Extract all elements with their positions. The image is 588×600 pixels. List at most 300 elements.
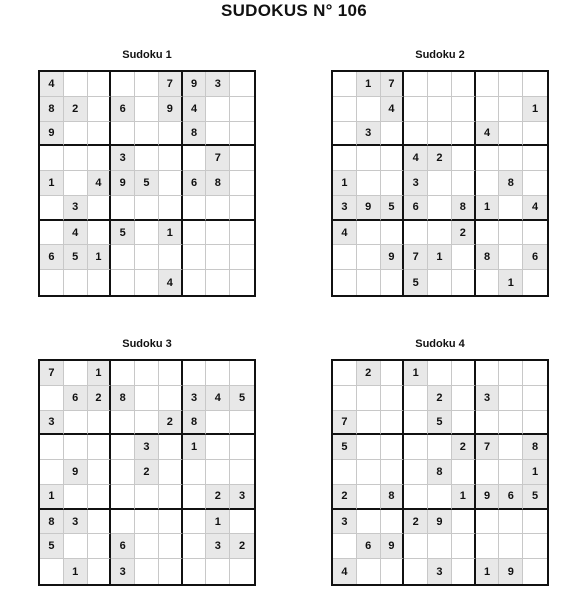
sudoku-cell[interactable] [428,196,452,221]
sudoku-cell[interactable] [333,460,357,485]
sudoku-cell[interactable] [333,386,357,411]
sudoku-cell[interactable] [404,559,428,584]
sudoku-cell[interactable] [230,559,254,584]
sudoku-cell[interactable] [428,171,452,196]
sudoku-cell[interactable] [499,221,523,246]
sudoku-cell[interactable]: 9 [381,245,405,270]
sudoku-cell[interactable]: 2 [230,534,254,559]
sudoku-cell[interactable] [183,485,207,510]
sudoku-cell[interactable]: 3 [476,386,500,411]
sudoku-cell[interactable]: 1 [40,171,64,196]
sudoku-cell[interactable] [183,534,207,559]
sudoku-cell[interactable]: 5 [230,386,254,411]
sudoku-cell[interactable] [135,411,159,436]
sudoku-cell[interactable] [64,72,88,97]
sudoku-cell[interactable] [523,122,547,147]
sudoku-cell[interactable]: 2 [135,460,159,485]
sudoku-cell[interactable]: 2 [159,411,183,436]
sudoku-cell[interactable] [88,146,112,171]
sudoku-cell[interactable]: 9 [159,97,183,122]
sudoku-cell[interactable]: 1 [476,196,500,221]
sudoku-cell[interactable]: 9 [111,171,135,196]
sudoku-cell[interactable]: 3 [111,146,135,171]
sudoku-cell[interactable] [111,361,135,386]
sudoku-cell[interactable]: 4 [88,171,112,196]
sudoku-cell[interactable] [183,460,207,485]
sudoku-cell[interactable]: 6 [40,245,64,270]
sudoku-cell[interactable] [499,435,523,460]
sudoku-cell[interactable] [452,146,476,171]
sudoku-cell[interactable]: 8 [206,171,230,196]
sudoku-cell[interactable]: 9 [428,510,452,535]
sudoku-cell[interactable] [206,245,230,270]
sudoku-cell[interactable] [135,72,159,97]
sudoku-cell[interactable] [476,534,500,559]
sudoku-cell[interactable]: 5 [428,411,452,436]
sudoku-cell[interactable] [476,72,500,97]
sudoku-cell[interactable] [404,460,428,485]
sudoku-cell[interactable] [381,171,405,196]
sudoku-cell[interactable] [333,122,357,147]
sudoku-cell[interactable] [381,146,405,171]
sudoku-cell[interactable]: 6 [111,534,135,559]
sudoku-cell[interactable] [159,534,183,559]
sudoku-cell[interactable] [64,534,88,559]
sudoku-cell[interactable] [135,559,159,584]
sudoku-cell[interactable] [357,270,381,295]
sudoku-cell[interactable] [499,460,523,485]
sudoku-cell[interactable] [230,460,254,485]
sudoku-cell[interactable] [381,221,405,246]
sudoku-cell[interactable] [88,72,112,97]
sudoku-cell[interactable] [499,72,523,97]
sudoku-cell[interactable] [40,460,64,485]
sudoku-cell[interactable]: 9 [183,72,207,97]
sudoku-cell[interactable] [452,460,476,485]
sudoku-cell[interactable] [357,485,381,510]
sudoku-cell[interactable] [476,270,500,295]
sudoku-cell[interactable] [428,221,452,246]
sudoku-cell[interactable] [452,510,476,535]
sudoku-cell[interactable] [333,72,357,97]
sudoku-cell[interactable]: 1 [206,510,230,535]
sudoku-cell[interactable] [135,386,159,411]
sudoku-cell[interactable] [230,146,254,171]
sudoku-cell[interactable] [159,386,183,411]
sudoku-cell[interactable] [476,97,500,122]
sudoku-cell[interactable]: 6 [183,171,207,196]
sudoku-cell[interactable]: 8 [183,411,207,436]
sudoku-cell[interactable]: 7 [159,72,183,97]
sudoku-cell[interactable] [230,221,254,246]
sudoku-cell[interactable]: 1 [333,171,357,196]
sudoku-cell[interactable] [499,361,523,386]
sudoku-cell[interactable] [88,196,112,221]
sudoku-cell[interactable] [523,270,547,295]
sudoku-cell[interactable] [404,221,428,246]
sudoku-cell[interactable] [159,171,183,196]
sudoku-cell[interactable] [404,485,428,510]
sudoku-cell[interactable]: 8 [499,171,523,196]
sudoku-cell[interactable]: 3 [40,411,64,436]
sudoku-cell[interactable]: 1 [404,361,428,386]
sudoku-cell[interactable] [428,485,452,510]
sudoku-cell[interactable] [183,559,207,584]
sudoku-cell[interactable] [64,171,88,196]
sudoku-cell[interactable]: 1 [88,245,112,270]
sudoku-cell[interactable] [230,270,254,295]
sudoku-cell[interactable]: 2 [428,146,452,171]
sudoku-cell[interactable]: 3 [206,72,230,97]
sudoku-cell[interactable] [452,72,476,97]
sudoku-cell[interactable] [40,559,64,584]
sudoku-cell[interactable] [381,510,405,535]
sudoku-cell[interactable] [111,270,135,295]
sudoku-cell[interactable] [428,361,452,386]
sudoku-cell[interactable]: 3 [404,171,428,196]
sudoku-cell[interactable] [357,559,381,584]
sudoku-cell[interactable] [404,97,428,122]
sudoku-cell[interactable] [64,485,88,510]
sudoku-cell[interactable] [404,386,428,411]
sudoku-cell[interactable] [135,97,159,122]
sudoku-cell[interactable] [523,171,547,196]
sudoku-cell[interactable] [88,221,112,246]
sudoku-cell[interactable] [88,510,112,535]
sudoku-cell[interactable] [159,122,183,147]
sudoku-cell[interactable] [135,534,159,559]
sudoku-cell[interactable]: 1 [523,97,547,122]
sudoku-cell[interactable] [159,510,183,535]
sudoku-cell[interactable] [230,510,254,535]
sudoku-cell[interactable] [381,435,405,460]
sudoku-cell[interactable] [206,122,230,147]
sudoku-cell[interactable] [499,510,523,535]
sudoku-cell[interactable] [88,559,112,584]
sudoku-cell[interactable]: 4 [381,97,405,122]
sudoku-cell[interactable] [333,97,357,122]
sudoku-cell[interactable]: 9 [476,485,500,510]
sudoku-cell[interactable] [499,411,523,436]
sudoku-cell[interactable]: 6 [357,534,381,559]
sudoku-cell[interactable] [523,221,547,246]
sudoku-cell[interactable]: 1 [476,559,500,584]
sudoku-cell[interactable] [476,411,500,436]
sudoku-cell[interactable] [404,435,428,460]
sudoku-cell[interactable] [111,196,135,221]
sudoku-cell[interactable] [40,196,64,221]
sudoku-cell[interactable] [381,361,405,386]
sudoku-cell[interactable] [88,485,112,510]
sudoku-cell[interactable]: 7 [381,72,405,97]
sudoku-cell[interactable] [381,270,405,295]
sudoku-cell[interactable] [404,122,428,147]
sudoku-cell[interactable]: 1 [64,559,88,584]
sudoku-cell[interactable] [111,460,135,485]
sudoku-cell[interactable] [357,510,381,535]
sudoku-cell[interactable] [135,196,159,221]
sudoku-cell[interactable] [499,245,523,270]
sudoku-cell[interactable] [159,559,183,584]
sudoku-cell[interactable] [452,386,476,411]
sudoku-cell[interactable] [206,97,230,122]
sudoku-cell[interactable] [381,122,405,147]
sudoku-cell[interactable] [499,534,523,559]
sudoku-cell[interactable]: 2 [452,435,476,460]
sudoku-cell[interactable] [333,146,357,171]
sudoku-cell[interactable]: 6 [499,485,523,510]
sudoku-cell[interactable] [428,72,452,97]
sudoku-cell[interactable] [333,270,357,295]
sudoku-cell[interactable]: 5 [135,171,159,196]
sudoku-cell[interactable] [381,411,405,436]
sudoku-cell[interactable] [206,559,230,584]
sudoku-cell[interactable] [111,485,135,510]
sudoku-cell[interactable] [452,559,476,584]
sudoku-cell[interactable] [452,171,476,196]
sudoku-cell[interactable]: 2 [88,386,112,411]
sudoku-cell[interactable] [452,411,476,436]
sudoku-cell[interactable] [111,510,135,535]
sudoku-cell[interactable] [135,221,159,246]
sudoku-cell[interactable] [499,146,523,171]
sudoku-cell[interactable]: 8 [523,435,547,460]
sudoku-cell[interactable] [452,122,476,147]
sudoku-cell[interactable]: 4 [523,196,547,221]
sudoku-cell[interactable]: 9 [357,196,381,221]
sudoku-cell[interactable] [40,435,64,460]
sudoku-cell[interactable] [523,361,547,386]
sudoku-cell[interactable] [135,485,159,510]
sudoku-cell[interactable]: 5 [523,485,547,510]
sudoku-cell[interactable] [523,559,547,584]
sudoku-cell[interactable]: 3 [333,196,357,221]
sudoku-cell[interactable]: 2 [357,361,381,386]
sudoku-cell[interactable]: 3 [230,485,254,510]
sudoku-cell[interactable] [333,245,357,270]
sudoku-cell[interactable] [476,361,500,386]
sudoku-cell[interactable]: 7 [206,146,230,171]
sudoku-cell[interactable]: 1 [88,361,112,386]
sudoku-cell[interactable]: 4 [40,72,64,97]
sudoku-cell[interactable]: 5 [381,196,405,221]
sudoku-cell[interactable]: 1 [357,72,381,97]
sudoku-cell[interactable]: 8 [111,386,135,411]
sudoku-cell[interactable]: 6 [111,97,135,122]
sudoku-cell[interactable] [523,386,547,411]
sudoku-cell[interactable] [88,97,112,122]
sudoku-cell[interactable] [428,97,452,122]
sudoku-cell[interactable]: 3 [333,510,357,535]
sudoku-cell[interactable] [64,411,88,436]
sudoku-cell[interactable] [333,534,357,559]
sudoku-cell[interactable]: 9 [381,534,405,559]
sudoku-cell[interactable] [159,485,183,510]
sudoku-cell[interactable] [159,146,183,171]
sudoku-cell[interactable]: 7 [476,435,500,460]
sudoku-cell[interactable]: 4 [206,386,230,411]
sudoku-cell[interactable]: 1 [499,270,523,295]
sudoku-cell[interactable] [476,510,500,535]
sudoku-cell[interactable] [183,510,207,535]
sudoku-cell[interactable] [111,122,135,147]
sudoku-cell[interactable]: 1 [428,245,452,270]
sudoku-cell[interactable] [183,361,207,386]
sudoku-cell[interactable] [183,196,207,221]
sudoku-cell[interactable] [357,97,381,122]
sudoku-cell[interactable]: 6 [64,386,88,411]
sudoku-cell[interactable] [499,122,523,147]
sudoku-cell[interactable] [333,361,357,386]
sudoku-cell[interactable]: 2 [206,485,230,510]
sudoku-cell[interactable] [230,435,254,460]
sudoku-cell[interactable] [230,171,254,196]
sudoku-cell[interactable] [230,245,254,270]
sudoku-cell[interactable] [159,245,183,270]
sudoku-cell[interactable] [428,122,452,147]
sudoku-cell[interactable] [111,435,135,460]
sudoku-cell[interactable]: 8 [40,97,64,122]
sudoku-cell[interactable]: 4 [476,122,500,147]
sudoku-cell[interactable] [64,122,88,147]
sudoku-cell[interactable] [357,460,381,485]
sudoku-cell[interactable] [135,122,159,147]
sudoku-cell[interactable] [206,435,230,460]
sudoku-cell[interactable] [206,196,230,221]
sudoku-cell[interactable] [523,510,547,535]
sudoku-cell[interactable] [206,411,230,436]
sudoku-cell[interactable] [452,245,476,270]
sudoku-cell[interactable]: 8 [476,245,500,270]
sudoku-cell[interactable] [452,270,476,295]
sudoku-cell[interactable] [230,361,254,386]
sudoku-cell[interactable] [183,245,207,270]
sudoku-cell[interactable] [404,534,428,559]
sudoku-cell[interactable] [428,270,452,295]
sudoku-cell[interactable]: 3 [357,122,381,147]
sudoku-cell[interactable]: 4 [404,146,428,171]
sudoku-cell[interactable] [159,196,183,221]
sudoku-cell[interactable]: 5 [64,245,88,270]
sudoku-cell[interactable]: 8 [381,485,405,510]
sudoku-cell[interactable] [476,460,500,485]
sudoku-cell[interactable]: 9 [64,460,88,485]
sudoku-cell[interactable]: 8 [452,196,476,221]
sudoku-cell[interactable]: 9 [499,559,523,584]
sudoku-cell[interactable]: 2 [333,485,357,510]
sudoku-cell[interactable]: 2 [64,97,88,122]
sudoku-cell[interactable]: 3 [135,435,159,460]
sudoku-cell[interactable] [64,435,88,460]
sudoku-cell[interactable]: 1 [452,485,476,510]
sudoku-cell[interactable] [88,460,112,485]
sudoku-cell[interactable] [183,270,207,295]
sudoku-cell[interactable] [88,411,112,436]
sudoku-cell[interactable] [357,221,381,246]
sudoku-cell[interactable] [183,146,207,171]
sudoku-cell[interactable] [452,97,476,122]
sudoku-cell[interactable]: 1 [40,485,64,510]
sudoku-cell[interactable] [428,534,452,559]
sudoku-cell[interactable]: 5 [40,534,64,559]
sudoku-cell[interactable]: 3 [64,196,88,221]
sudoku-cell[interactable] [111,72,135,97]
sudoku-cell[interactable] [88,534,112,559]
sudoku-cell[interactable]: 1 [523,460,547,485]
sudoku-cell[interactable] [183,221,207,246]
sudoku-cell[interactable] [404,72,428,97]
sudoku-cell[interactable] [476,171,500,196]
sudoku-cell[interactable]: 4 [333,221,357,246]
sudoku-cell[interactable] [206,221,230,246]
sudoku-cell[interactable] [40,221,64,246]
sudoku-cell[interactable] [135,245,159,270]
sudoku-cell[interactable] [64,361,88,386]
sudoku-cell[interactable] [206,270,230,295]
sudoku-cell[interactable] [64,270,88,295]
sudoku-cell[interactable] [230,411,254,436]
sudoku-cell[interactable] [135,146,159,171]
sudoku-cell[interactable] [357,411,381,436]
sudoku-cell[interactable]: 2 [452,221,476,246]
sudoku-cell[interactable]: 3 [428,559,452,584]
sudoku-cell[interactable]: 2 [428,386,452,411]
sudoku-cell[interactable] [381,559,405,584]
sudoku-cell[interactable] [230,122,254,147]
sudoku-cell[interactable]: 8 [40,510,64,535]
sudoku-cell[interactable]: 4 [64,221,88,246]
sudoku-cell[interactable] [357,171,381,196]
sudoku-cell[interactable] [40,270,64,295]
sudoku-cell[interactable] [135,510,159,535]
sudoku-cell[interactable]: 3 [183,386,207,411]
sudoku-cell[interactable] [230,72,254,97]
sudoku-cell[interactable]: 1 [183,435,207,460]
sudoku-cell[interactable] [40,146,64,171]
sudoku-cell[interactable] [159,361,183,386]
sudoku-cell[interactable] [135,361,159,386]
sudoku-cell[interactable] [159,435,183,460]
sudoku-cell[interactable]: 4 [333,559,357,584]
sudoku-cell[interactable] [111,245,135,270]
sudoku-cell[interactable] [135,270,159,295]
sudoku-cell[interactable] [523,411,547,436]
sudoku-cell[interactable] [206,460,230,485]
sudoku-cell[interactable]: 6 [523,245,547,270]
sudoku-cell[interactable] [499,97,523,122]
sudoku-cell[interactable]: 3 [206,534,230,559]
sudoku-cell[interactable] [476,146,500,171]
sudoku-cell[interactable]: 7 [333,411,357,436]
sudoku-cell[interactable]: 3 [64,510,88,535]
sudoku-cell[interactable] [357,245,381,270]
sudoku-cell[interactable]: 7 [404,245,428,270]
sudoku-cell[interactable]: 8 [428,460,452,485]
sudoku-cell[interactable]: 7 [40,361,64,386]
sudoku-cell[interactable] [88,122,112,147]
sudoku-cell[interactable]: 3 [111,559,135,584]
sudoku-cell[interactable] [381,386,405,411]
sudoku-cell[interactable] [206,361,230,386]
sudoku-cell[interactable]: 4 [159,270,183,295]
sudoku-cell[interactable]: 5 [333,435,357,460]
sudoku-cell[interactable]: 4 [183,97,207,122]
sudoku-cell[interactable]: 2 [404,510,428,535]
sudoku-cell[interactable] [357,146,381,171]
sudoku-cell[interactable] [230,196,254,221]
sudoku-cell[interactable] [357,435,381,460]
sudoku-cell[interactable] [476,221,500,246]
